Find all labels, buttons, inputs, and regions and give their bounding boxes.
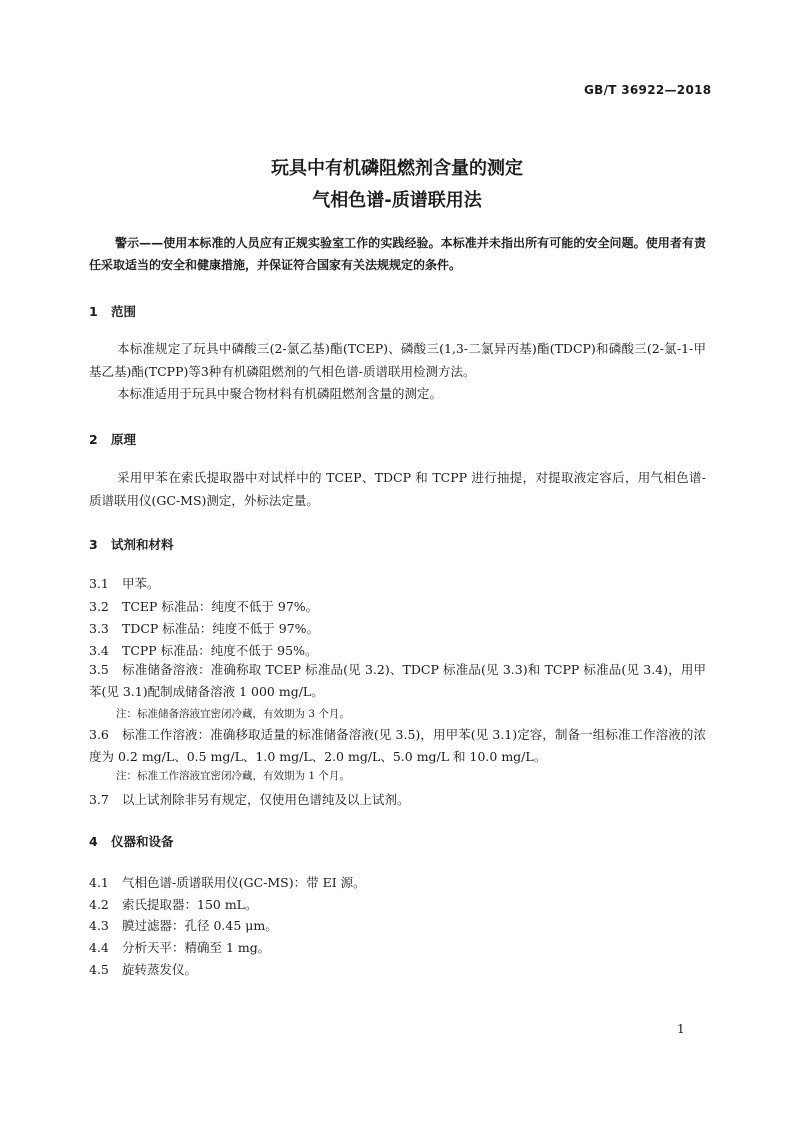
section-4-heading: [89, 832, 174, 850]
safety-warning: 警示——使用本标准的人员应有正规实验室工作的实践经验。本标准并未指出所有可能的安全问题。使用者有责任采取适当的安全和健康措施，并保证符合国家有关法规规定的条件。: [89, 236, 706, 272]
section-number: 4: [89, 834, 98, 849]
item-number: 3.1: [89, 576, 109, 591]
note-3-6: 注：标准工作溶液宜密闭冷藏，有效期为 1 个月。: [116, 770, 350, 782]
item-3-6: [89, 724, 706, 768]
standard-number: GB/T 36922—2018: [584, 83, 712, 97]
item-3-1: [89, 574, 160, 592]
item-3-7: [89, 790, 410, 808]
item-text: 膜过滤器：孔径 0.45 μm。: [122, 918, 278, 933]
item-number: 3.7: [89, 792, 109, 807]
item-text: 标准储备溶液：准确称取 TCEP 标准品(见 3.2)、TDCP 标准品(见 3.3)和 TCPP 标准品(见 3.4)，用甲苯(见 3.1)配制成储备溶液 1 000 mg/L。: [89, 662, 706, 699]
item-text: 分析天平：精确至 1 mg。: [122, 940, 271, 955]
section-number: 1: [89, 304, 98, 319]
item-text: 标准工作溶液：准确移取适量的标准储备溶液(见 3.5)，用甲苯(见 3.1)定容，制备一组标准工作溶液的浓度为 0.2 mg/L、0.5 mg/L、1.0 mg/L、2.0 mg/L、5.0 mg/L 和 10.0 mg/L。: [89, 727, 706, 764]
section-number: 2: [89, 432, 98, 447]
item-4-5: [89, 960, 197, 978]
item-3-5: [89, 659, 706, 703]
item-3-2: [89, 597, 318, 615]
item-number: 3.3: [89, 621, 109, 636]
section-1-paragraph-2: 本标准适用于玩具中聚合物材料有机磷阻燃剂含量的测定。: [117, 386, 443, 401]
item-text: 气相色谱-质谱联用仪(GC-MS)：带 EI 源。: [122, 875, 366, 890]
item-number: 3.5: [89, 662, 109, 677]
item-text: 甲苯。: [122, 576, 160, 591]
item-3-4: [89, 641, 317, 659]
section-number: 3: [89, 537, 98, 552]
item-text: 旋转蒸发仪。: [122, 962, 198, 977]
item-number: 4.3: [89, 918, 109, 933]
section-2-heading: [89, 430, 136, 448]
item-4-4: [89, 938, 270, 956]
item-text: TCPP 标准品：纯度不低于 95%。: [122, 643, 318, 658]
item-number: 4.1: [89, 875, 109, 890]
item-number: 4.2: [89, 897, 109, 912]
section-title: 原理: [111, 432, 137, 447]
item-text: TCEP 标准品：纯度不低于 97%。: [122, 599, 319, 614]
section-3-heading: [89, 535, 174, 553]
item-number: 4.4: [89, 940, 109, 955]
document-title-line1: 玩具中有机磷阻燃剂含量的测定: [271, 158, 523, 179]
item-number: 4.5: [89, 962, 109, 977]
item-text: TDCP 标准品：纯度不低于 97%。: [122, 621, 320, 636]
section-title: 试剂和材料: [111, 537, 174, 552]
item-4-1: [89, 873, 366, 891]
item-3-3: [89, 619, 319, 637]
item-text: 以上试剂除非另有规定，仅使用色谱纯及以上试剂。: [122, 792, 410, 807]
section-1-paragraph-1: 本标准规定了玩具中磷酸三(2-氯乙基)酯(TCEP)、磷酸三(1,3-二氯异丙基)酯(TDCP)和磷酸三(2-氯-1-甲基乙基)酯(TCPP)等3种有机磷阻燃剂的气相色谱-质谱联用检测方法。: [89, 341, 706, 379]
section-title: 范围: [111, 304, 137, 319]
item-number: 3.2: [89, 599, 109, 614]
item-text: 索氏提取器：150 mL。: [122, 897, 258, 912]
document-title-line2: 气相色谱-质谱联用法: [312, 190, 482, 211]
section-2-paragraph-1: 采用甲苯在索氏提取器中对试样中的 TCEP、TDCP 和 TCPP 进行抽提，对提取液定容后，用气相色谱-质谱联用仪(GC-MS)测定，外标法定量。: [89, 470, 706, 508]
page-number: 1: [677, 1022, 685, 1036]
section-title: 仪器和设备: [111, 834, 174, 849]
item-4-2: [89, 895, 258, 913]
note-3-5: 注：标准储备溶液宜密闭冷藏，有效期为 3 个月。: [116, 708, 350, 720]
item-4-3: [89, 916, 278, 934]
item-number: 3.6: [89, 727, 109, 742]
item-number: 3.4: [89, 643, 109, 658]
section-1-heading: [89, 302, 136, 320]
